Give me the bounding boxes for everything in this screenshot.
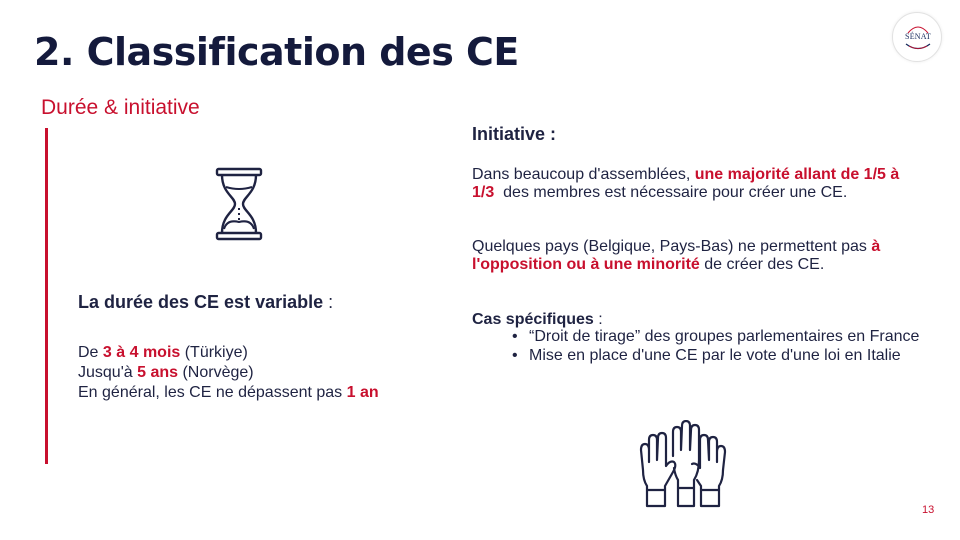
duree-heading-bold: La durée des CE est variable [78, 292, 324, 312]
cas-specifiques-rest: : [593, 311, 603, 328]
accent-bar [45, 128, 48, 464]
cas-specifiques-list [512, 328, 922, 366]
duree-line-text: En général, les CE ne dépassent pas [78, 384, 347, 401]
duree-line-text: (Norvège) [178, 364, 254, 381]
paragraph-highlight: une majorité allant de 1/5 à 1/3 [472, 166, 900, 201]
hourglass-icon [212, 167, 266, 241]
senat-logo [892, 12, 942, 62]
page-number: 13 [922, 504, 935, 516]
duree-line-turkiye [78, 343, 379, 363]
list-item [512, 347, 922, 364]
list-item-text: Mise en place d'une CE par le vote d'une loi en Italie [529, 347, 901, 364]
duree-highlight: 1 an [346, 384, 379, 401]
list-item [512, 328, 922, 345]
initiative-heading: Initiative : [472, 124, 557, 144]
paragraph-highlight: à l'opposition ou à une minorité [472, 238, 881, 273]
duree-line-text: De [78, 344, 103, 361]
duree-line-general [78, 383, 379, 403]
bullet-icon: • [512, 328, 518, 345]
slide-subtitle: Durée & initiative [41, 96, 200, 119]
duree-highlight: 3 à 4 mois [102, 344, 181, 361]
duree-highlight: 5 ans [137, 364, 179, 381]
cas-specifiques-heading [472, 311, 603, 329]
list-item-text: “Droit de tirage” des groupes parlementaires en France [529, 328, 920, 345]
duree-line-text: (Türkiye) [180, 344, 248, 361]
slide-title: 2. Classification des CE [34, 30, 519, 74]
paragraph-text: de créer des CE. [699, 256, 825, 273]
duree-heading [78, 292, 333, 313]
logo-text: SÉNAT [905, 32, 931, 41]
paragraph-text: Dans beaucoup d'assemblées, [472, 166, 695, 183]
duree-line-norvege [78, 363, 379, 383]
paragraph-text: des membres est nécessaire pour créer une CE. [494, 184, 848, 201]
initiative-paragraph-majority [472, 166, 922, 202]
cas-specifiques-label: Cas spécifiques [472, 311, 594, 328]
initiative-paragraph-opposition [472, 238, 922, 274]
bullet-icon: • [512, 347, 518, 364]
paragraph-text: Quelques pays (Belgique, Pays-Bas) ne permettent pas [472, 238, 872, 255]
duree-heading-rest: : [323, 292, 334, 312]
raised-hands-icon [637, 420, 729, 510]
duree-list [78, 343, 379, 403]
duree-line-text: Jusqu'à [78, 364, 138, 381]
